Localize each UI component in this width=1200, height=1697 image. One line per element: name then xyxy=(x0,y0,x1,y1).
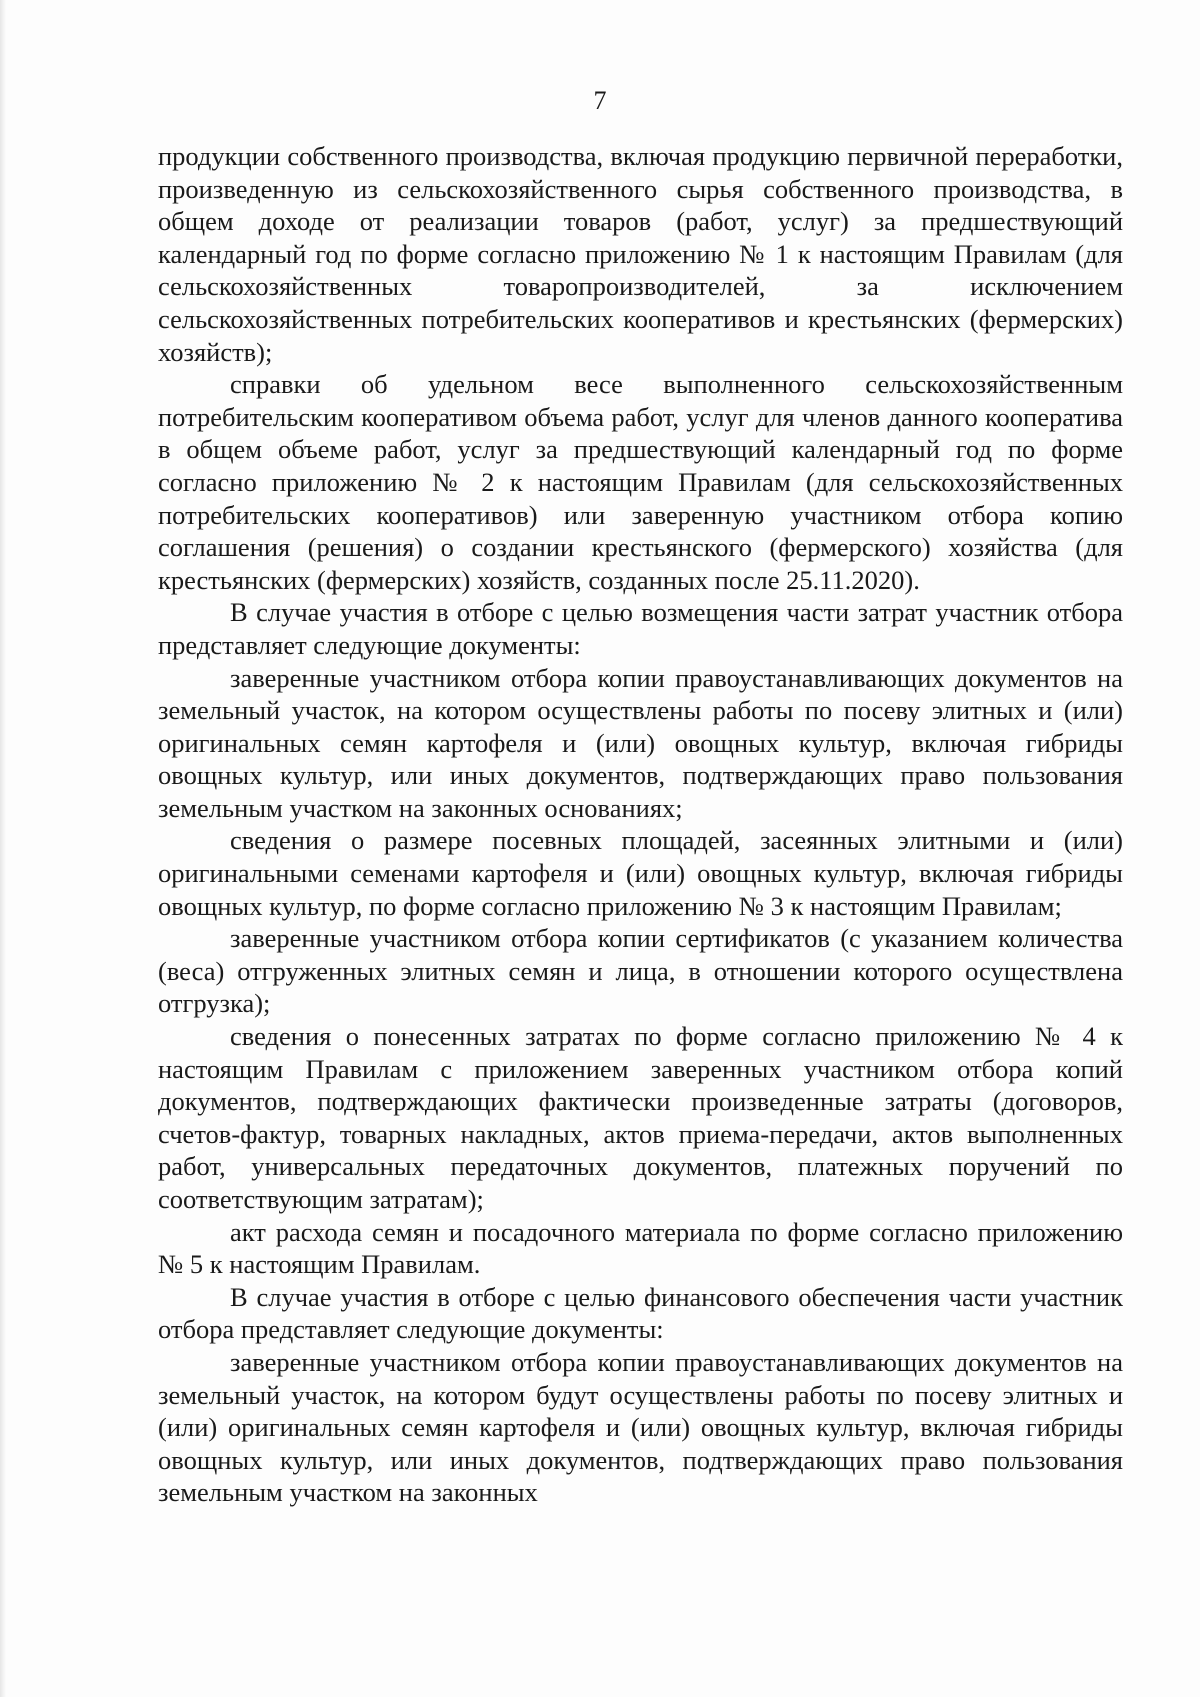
document-body xyxy=(158,140,1123,1509)
scan-edge xyxy=(0,0,6,1697)
paragraph: В случае участия в отборе с целью финансового обеспечения части участник отбора представляет следующие документы: xyxy=(158,1281,1123,1345)
page-number: 7 xyxy=(593,86,607,115)
paragraph: справки об удельном весе выполненного сельскохозяйственным потребительским кооперативом объема работ, услуг для членов данного кооператива в общем объеме работ, услуг за предшествующий календарный год по форме согласно приложению № 2 к настоящим Правилам (для сельскохозяйственных потребительских кооперативов) или заверенную участником отбора копию соглашения (решения) о создании крестьянского (фермерского) хозяйства (для крестьянских (фермерских) хозяйств, созданных после 25.11.2020). xyxy=(158,369,1123,595)
paragraph: продукции собственного производства, включая продукцию первичной переработки, произведенную из сельскохозяйственного сырья собственного производства, в общем доходе от реализации товаров (работ, услуг) за предшествующий календарный год по форме согласно приложению № 1 к настоящим Правилам (для сельскохозяйственных товаропроизводителей, за исключением сельскохозяйственных потребительских кооперативов и крестьянских (фермерских) хозяйств); xyxy=(158,141,1123,367)
paragraph: сведения о понесенных затратах по форме согласно приложению № 4 к настоящим Правилам с приложением заверенных участником отбора копий документов, подтверждающих фактически произведенные затраты (договоров, счетов-фактур, товарных накладных, актов приема-передачи, актов выполненных работ, универсальных передаточных документов, платежных поручений по соответствующим затратам); xyxy=(158,1021,1123,1214)
paragraph: В случае участия в отборе с целью возмещения части затрат участник отбора представляет следующие документы: xyxy=(158,597,1123,660)
paragraph: заверенные участником отбора копии сертификатов (с указанием количества (веса) отгруженных элитных семян и лица, в отношении которого осуществлена отгрузка); xyxy=(158,923,1123,1019)
paragraph: заверенные участником отбора копии правоустанавливающих документов на земельный участок, на котором осуществлены работы по посеву элитных и (или) оригинальных семян картофеля и (или) овощных культур, включая гибриды овощных культур, или иных документов, подтверждающих право пользования земельным участком на законных основаниях; xyxy=(158,662,1123,823)
paragraph: заверенные участником отбора копии правоустанавливающих документов на земельный участок, на котором будут осуществлены работы по посеву элитных и (или) оригинальных семян картофеля и (или) овощных культур, включая гибриды овощных культур, или иных документов, подтверждающих право пользования земельным участком на законных xyxy=(158,1346,1123,1508)
paragraph: акт расхода семян и посадочного материала по форме согласно приложению № 5 к настоящим Правилам. xyxy=(158,1216,1123,1280)
paragraph: сведения о размере посевных площадей, засеянных элитными и (или) оригинальными семенами картофеля и (или) овощных культур, включая гибриды овощных культур, по форме согласно приложению № 3 к настоящим Правилам; xyxy=(158,825,1123,921)
